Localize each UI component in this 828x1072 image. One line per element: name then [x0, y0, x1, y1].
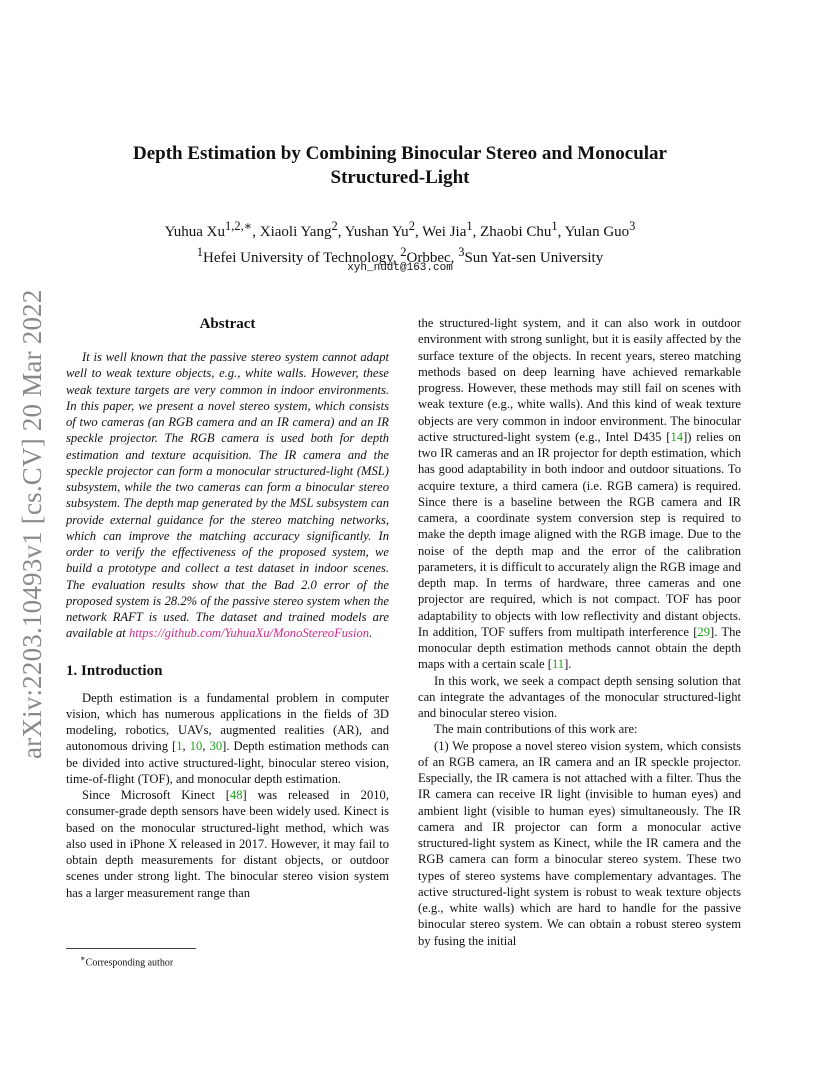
- author-name: Yuhua Xu: [164, 224, 226, 240]
- contact-email: xyh_nudt@163.com: [347, 262, 453, 274]
- author-affiliation-mark: 1: [551, 219, 558, 233]
- paragraph-text: ] was released in 2010, consumer-grade depth sensors have been widely used. Kinect is based on the monocular structured-light method, which was also used in iPhone X released in 2017. However, it may fail to obtain depth measurements for distant objects, or outdoor scenes under strong light. The binocular stereo vision system has a larger measurement range than: [66, 788, 389, 900]
- paragraph-text: Since Microsoft Kinect [: [82, 788, 230, 802]
- paper-title: Depth Estimation by Combining Binocular Stereo and Monocular Structured-Light: [133, 143, 667, 188]
- right-column: [418, 315, 741, 949]
- author-affiliation-mark: 2: [331, 219, 338, 233]
- paragraph-text: Depth estimation is a fundamental problem in computer vision, which has numerous applications in the fields of 3D modeling, robotics, UAVs, augmented realities (AR), and autonomous driving [: [66, 690, 389, 754]
- abstract-text: [66, 349, 389, 642]
- author-affiliation-mark: 3: [629, 219, 636, 233]
- arxiv-identifier: arXiv:2203.10493v1 [cs.CV] 20 Mar 2022: [17, 289, 47, 759]
- author-name: , Yushan Yu: [337, 224, 409, 240]
- author-name: , Wei Jia: [414, 224, 467, 240]
- author-name: , Xiaoli Yang: [252, 224, 332, 240]
- paragraph-text: ]) relies on two IR cameras and an IR projector for depth estimation, which has good adaptability in both indoor and outdoor situations. To acquire texture, a third camera (i.e. RGB camera) is required. Since there is a baseline between the RGB camera and IR camera, a coordinate system conversion step is required to make the depth image aligned with the RGB image. Due to the noise of the depth map and the error of the calibration parameters, it is difficult to accurately align the RGB image and depth map. In terms of hardware, three cameras and one projector are required, which is not compact. TOF has poor adaptability to objects with low reflectivity and distant objects. In addition, TOF suffers from multipath interference [: [418, 429, 741, 639]
- footnote-text: Corresponding author: [85, 957, 174, 969]
- affiliation-mark: 1: [196, 245, 204, 259]
- paragraph-text: ]. Depth estimation methods can be divided into active structured-light, binocular stereo vision, time-of-flight (TOF), and monocular depth estimation.: [66, 739, 390, 786]
- affiliation-mark: 3: [458, 245, 465, 259]
- footnote-mark: ∗: [80, 954, 86, 963]
- citation-link[interactable]: 29: [697, 624, 711, 639]
- paragraph-text: ]. The monocular depth estimation methods cannot obtain the depth maps with a certain scale [: [418, 624, 742, 672]
- citation-link[interactable]: 48: [229, 788, 243, 802]
- intro-paragraph-2: [66, 787, 389, 901]
- abstract-end: .: [369, 626, 373, 641]
- citation-separator: ,: [182, 739, 190, 754]
- section-heading-introduction: 1. Introduction: [66, 662, 163, 679]
- citation-link[interactable]: 14: [670, 429, 684, 444]
- right-paragraph-3: The main contributions of this work are:: [434, 722, 638, 737]
- paragraph-text: the structured-light system, and it can also work in outdoor environment with strong sunlight, but it is easily affected by the surface texture of the objects. In recent years, stereo matching methods based on deep learning have achieved remarkable progress. However, these methods may still fail on scenes with weak texture (e.g., white walls). And this kind of weak texture objects are very common in indoor environment. The binocular active structured-light system (e.g., Intel D435 [: [418, 316, 741, 444]
- right-paragraph-2: In this work, we seek a compact depth sensing solution that can integrate the advantages of the monocular structured-light and binocular stereo vision.: [418, 673, 741, 720]
- abstract-body: It is well known that the passive stereo system cannot adapt well to weak texture objects, e.g., white walls. However, these weak texture targets are very common in indoor environments. In this paper, we present a novel stereo system, which consists of two cameras (an RGB camera and an IR camera) and an IR speckle projector. The RGB camera is used both for depth estimation and texture acquisition. The IR camera and the speckle projector can form a monocular structured-light (MSL) subsystem, while the two cameras can form a binocular stereo subsystem. The depth map generated by the MSL subsystem can provide external guidance for the stereo matching networks, which can improve the matching accuracy significantly. In order to verify the effectiveness of the proposed system, we build a prototype and collect a test dataset in indoor scenes. The evaluation results show that the Bad 2.0 error of the proposed system is 28.2% of the passive stereo system when the network RAFT is used. The dataset and trained models are available at: [66, 350, 389, 641]
- right-paragraph-4: (1) We propose a novel stereo vision system, which consists of an RGB camera, an IR camera and an IR speckle projector. Especially, the IR camera is not attached with a filter. Thus the IR camera can receive IR light (invisible to human eyes) and ambient light (visible to human eyes) simultaneously. The IR camera and IR projector can form a monocular active structured-light system as Kinect, while the IR camera and the RGB camera can form a binocular stereo system. These two types of stereo systems have complementary advantages. The active structured-light system is robust to weak texture objects (e.g., white walls) which are hard to handle for the passive binocular stereo system. We can obtain a robust stereo system by fusing the initial: [418, 738, 741, 948]
- affiliation: Orbbec,: [406, 250, 459, 266]
- abstract-heading: Abstract: [199, 316, 256, 332]
- affiliation: Sun Yat-sen University: [464, 250, 604, 266]
- author-name: , Yulan Guo: [557, 224, 630, 240]
- citation-separator: ,: [202, 739, 210, 754]
- author-block: [110, 216, 690, 268]
- affiliation: Hefei University of Technology,: [203, 250, 401, 266]
- author-affiliation-mark: 1: [466, 219, 473, 233]
- left-column: [66, 315, 389, 901]
- right-paragraph-1: [418, 315, 741, 673]
- author-affiliation-mark: 2: [408, 219, 415, 233]
- citation-link[interactable]: 10: [189, 739, 203, 754]
- paragraph-text: ].: [564, 657, 572, 672]
- citation-link[interactable]: 11: [551, 657, 565, 672]
- author-list: [110, 216, 690, 242]
- author-affiliation-mark: 1,2,∗: [225, 219, 253, 233]
- dataset-link[interactable]: https://github.com/YuhuaXu/MonoStereoFusion: [128, 626, 370, 641]
- footnote-rule: [66, 948, 196, 949]
- author-name: , Zhaobi Chu: [472, 224, 552, 240]
- intro-paragraph-1: [66, 690, 389, 788]
- affiliation-mark: 2: [400, 245, 407, 259]
- citation-link[interactable]: 1: [176, 739, 183, 754]
- footnote: [80, 953, 173, 968]
- citation-link[interactable]: 30: [209, 739, 223, 754]
